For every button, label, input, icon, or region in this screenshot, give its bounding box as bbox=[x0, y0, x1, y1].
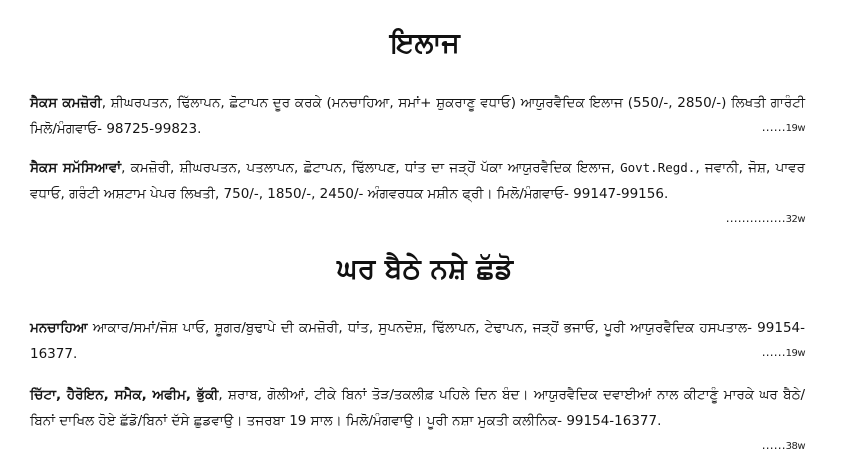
ad-reference bbox=[726, 205, 805, 233]
classified-ad bbox=[30, 315, 805, 367]
ad-code: 38w bbox=[785, 441, 805, 452]
classified-ad bbox=[30, 155, 805, 233]
classified-ad bbox=[30, 90, 805, 142]
leader-dots: …… bbox=[761, 345, 786, 359]
ad-headline: ਸੈਕਸ ਸਮੱਸਿਆਵਾਂ bbox=[30, 160, 122, 176]
leader-dots: …… bbox=[761, 438, 786, 452]
ad-headline: ਮਨਚਾਹਿਆ bbox=[30, 320, 88, 336]
classified-ad bbox=[30, 382, 805, 460]
leader-dots: …………… bbox=[725, 211, 786, 225]
ad-reference bbox=[762, 339, 805, 367]
ad-body: , ਸ਼ੀਘਰਪਤਨ, ਢਿੱਲਾਪਨ, ਛੋਟਾਪਨ ਦੂਰ ਕਰਕੇ (ਮਨਚਾਹਿਆ, ਸਮਾਂ+ ਸ਼ੁਕਰਾਣੂ ਵਧਾਓ) ਆਯੁਰਵੈਦਿਕ ਇਲਾਜ (550/-, 2850/-) ਲਿਖਤੀ ਗਾਰੰਟੀ ਮਿਲੋ/ਮੰਗਵਾਓ- 98725-99823. bbox=[30, 95, 806, 137]
section-title-quit-addiction: ਘਰ ਬੈਠੇ ਨਸ਼ੇ ਛੱਡੋ bbox=[336, 252, 514, 285]
ad-body: , ਸ਼ਰਾਬ, ਗੋਲੀਆਂ, ਟੀਕੇ ਬਿਨਾਂ ਤੋੜ/ਤਕਲੀਫ਼ ਪਹਿਲੇ ਦਿਨ ਬੰਦ। ਆਯੁਰਵੈਦਿਕ ਦਵਾਈਆਂ ਨਾਲ ਕੀਟਾਣੂੰ ਮਾਰਕੇ ਘਰ ਬੈਠੇ/ਬਿਨਾਂ ਦਾਖਿਲ ਹੋਏ ਛੱਡੋ/ਬਿਨਾਂ ਦੱਸੇ ਛੁਡਵਾਉ। ਤਜਰਬਾ 19 ਸਾਲ। ਮਿਲੋ/ਮੰਗਵਾਉ। ਪੂਰੀ ਨਸ਼ਾ ਮੁਕਤੀ ਕਲੀਨਿਕ- 99154-16377. bbox=[30, 387, 805, 429]
ad-body: , ਕਮਜ਼ੋਰੀ, ਸ਼ੀਘਰਪਤਨ, ਪਤਲਾਪਨ, ਛੋਟਾਪਨ, ਢਿੱਲਾਪਣ, ਧਾਂਤ ਦਾ ਜੜ੍ਹੋਂ ਪੱਕਾ ਆਯੁਰਵੈਦਿਕ ਇਲਾਜ, bbox=[121, 160, 621, 176]
ad-body-continued: , ਜਵਾਨੀ, ਜੋਸ਼, ਪਾਵਰ ਵਧਾਓ, ਗਰੰਟੀ ਅਸ਼ਟਾਮ ਪੇਪਰ ਲਿਖਤੀ, 750/-, 1850/-, 2450/- ਅੰਗਵਰਧਕ ਮਸ਼ੀਨ ਫ੍ਰੀ। ਮਿਲੋ/ਮੰਗਵਾਓ- 99147-99156. bbox=[30, 160, 805, 202]
ad-code: 19w bbox=[785, 348, 805, 359]
leader-dots: …… bbox=[761, 120, 786, 134]
govt-regd-text: Govt.Regd. bbox=[620, 160, 696, 175]
ad-code: 19w bbox=[785, 123, 805, 134]
ad-body: ਆਕਾਰ/ਸਮਾਂ/ਜੋਸ਼ ਪਾਓ, ਸ਼ੂਗਰ/ਬੁਢਾਪੇ ਦੀ ਕਮਜ਼ੋਰੀ, ਧਾਂਤ, ਸੁਪਨਦੋਸ਼, ਢਿੱਲਾਪਨ, ਟੇਢਾਪਨ, ਜੜ੍ਹੋਂ ਭਜਾਓ, ਪੂਰੀ ਆਯੁਰਵੈਦਿਕ ਹਸਪਤਾਲ- 99154-16377. bbox=[30, 320, 805, 362]
ad-headline: ਚਿੱਟਾ, ਹੈਰੋਇਨ, ਸਮੈਕ, ਅਫੀਮ, ਭੁੱਕੀ bbox=[30, 387, 219, 403]
ad-reference bbox=[762, 114, 805, 142]
ad-headline: ਸੈਕਸ ਕਮਜ਼ੋਰੀ bbox=[30, 95, 102, 111]
ad-code: 32w bbox=[785, 214, 805, 225]
ad-reference bbox=[762, 432, 805, 460]
section-title-treatment: ਇਲਾਜ bbox=[390, 26, 460, 59]
